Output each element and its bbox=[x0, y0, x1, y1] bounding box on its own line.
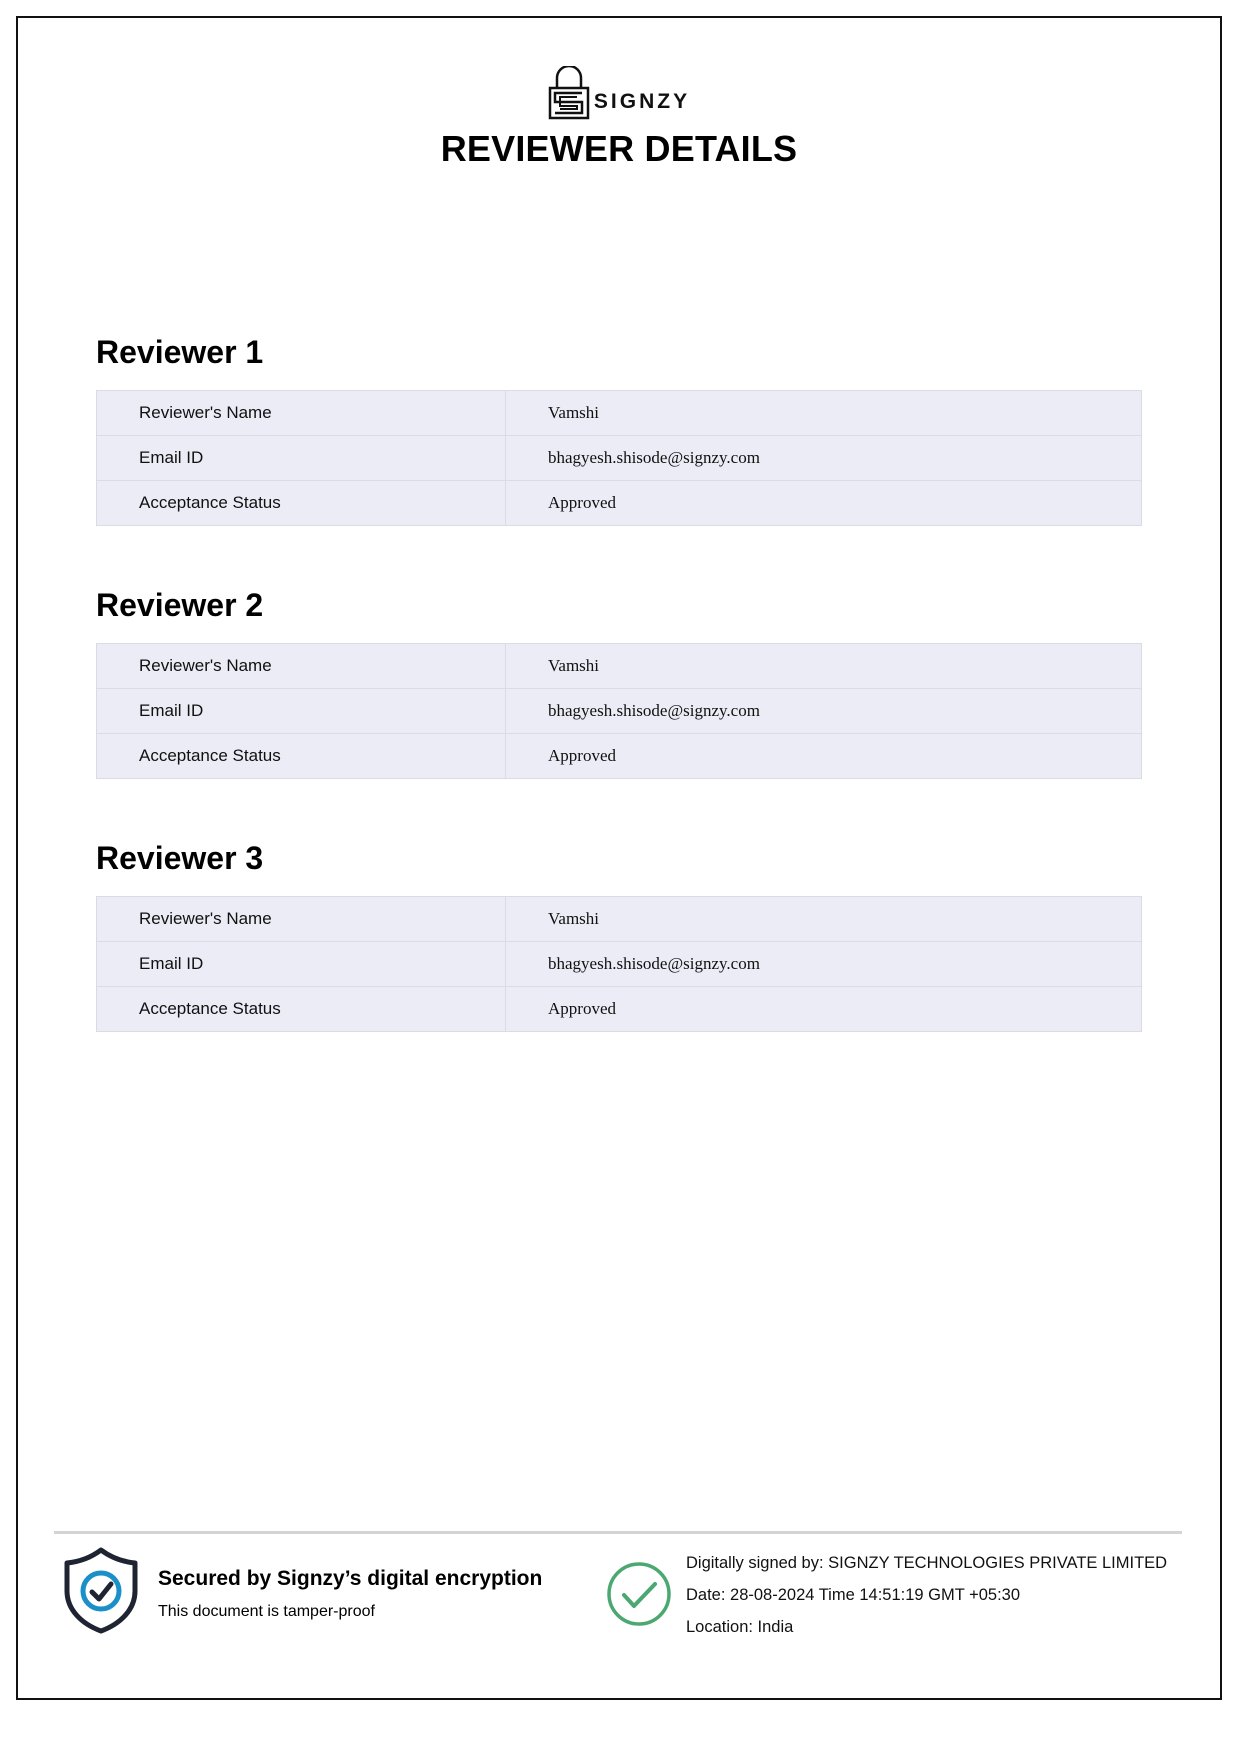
row-value: bhagyesh.shisode@signzy.com bbox=[506, 689, 1142, 734]
footer-divider bbox=[54, 1531, 1182, 1534]
reviewer-section-2 bbox=[96, 583, 1142, 765]
row-label: Email ID bbox=[97, 689, 506, 734]
row-value: Vamshi bbox=[506, 897, 1142, 942]
reviewer-heading: Reviewer 1 bbox=[96, 334, 264, 370]
reviewer-heading: Reviewer 3 bbox=[96, 840, 264, 876]
row-label: Acceptance Status bbox=[97, 987, 506, 1032]
row-label: Reviewer's Name bbox=[97, 391, 506, 436]
table-row bbox=[97, 897, 1142, 942]
row-value: Approved bbox=[506, 481, 1142, 526]
table-row bbox=[97, 481, 1142, 526]
check-circle-icon bbox=[605, 1560, 673, 1628]
page-title: REVIEWER DETAILS bbox=[440, 128, 798, 169]
reviewer-heading: Reviewer 2 bbox=[96, 587, 264, 623]
table-row bbox=[97, 942, 1142, 987]
row-label: Reviewer's Name bbox=[97, 897, 506, 942]
reviewer-details-table bbox=[96, 643, 1142, 779]
row-label: Email ID bbox=[97, 942, 506, 987]
reviewer-section-3 bbox=[96, 836, 1142, 1018]
row-value: Approved bbox=[506, 734, 1142, 779]
table-row bbox=[97, 391, 1142, 436]
table-row bbox=[97, 644, 1142, 689]
security-title: Secured by Signzy’s digital encryption bbox=[158, 1567, 543, 1590]
signzy-logo bbox=[548, 60, 690, 120]
shield-check-icon bbox=[62, 1546, 140, 1634]
row-label: Acceptance Status bbox=[97, 481, 506, 526]
table-row bbox=[97, 734, 1142, 779]
row-label: Email ID bbox=[97, 436, 506, 481]
row-value: bhagyesh.shisode@signzy.com bbox=[506, 436, 1142, 481]
signzy-logo-icon bbox=[548, 66, 590, 120]
row-value: Vamshi bbox=[506, 391, 1142, 436]
table-row bbox=[97, 987, 1142, 1032]
signed-by-text: Digitally signed by: SIGNZY TECHNOLOGIES PRIVATE LIMITED bbox=[686, 1554, 1168, 1572]
row-value: bhagyesh.shisode@signzy.com bbox=[506, 942, 1142, 987]
table-row bbox=[97, 436, 1142, 481]
reviewer-section-1 bbox=[96, 330, 1142, 512]
logo-wordmark: SIGNZY bbox=[593, 90, 691, 113]
row-value: Vamshi bbox=[506, 644, 1142, 689]
row-label: Acceptance Status bbox=[97, 734, 506, 779]
reviewer-details-table bbox=[96, 390, 1142, 526]
row-label: Reviewer's Name bbox=[97, 644, 506, 689]
header bbox=[16, 60, 1222, 125]
table-row bbox=[97, 689, 1142, 734]
security-subtitle: This document is tamper-proof bbox=[158, 1603, 375, 1620]
row-value: Approved bbox=[506, 987, 1142, 1032]
signature-date-time: Date: 28-08-2024 Time 14:51:19 GMT +05:30 bbox=[686, 1586, 1021, 1604]
reviewer-details-table bbox=[96, 896, 1142, 1032]
signature-location: Location: India bbox=[686, 1618, 794, 1636]
